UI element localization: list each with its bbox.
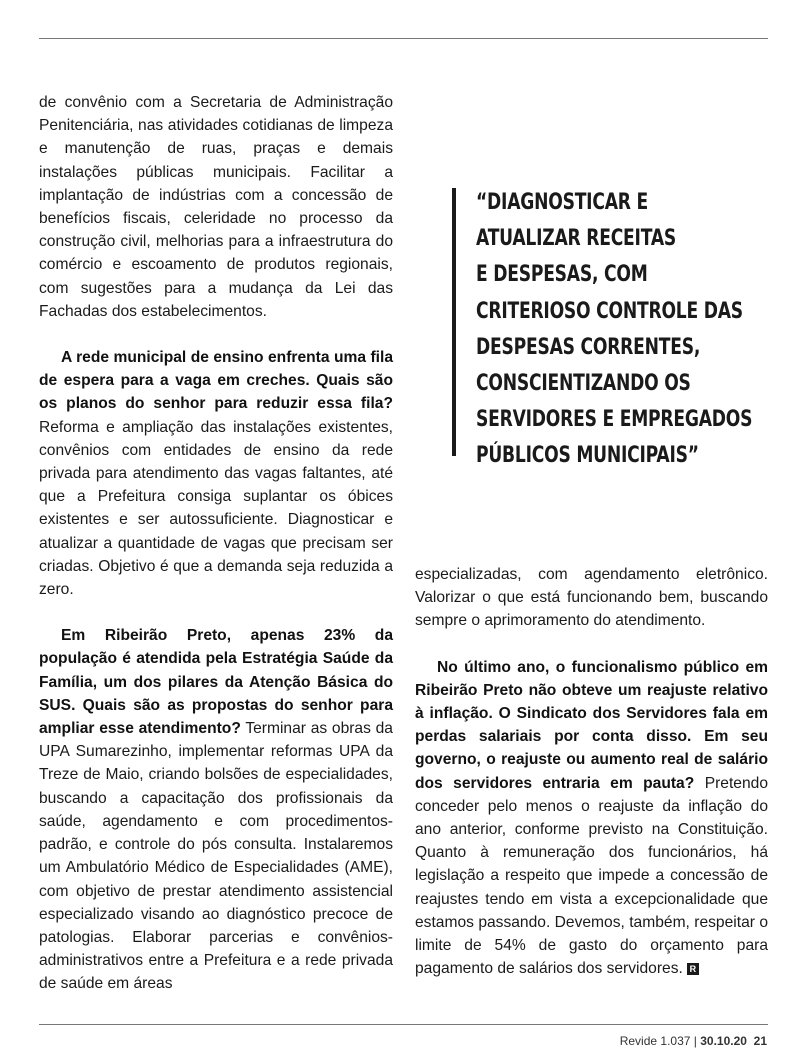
interview-question: A rede municipal de ensino enfrenta uma fila de espera para a vaga em creches. Quais são os planos do senhor para reduzir essa fila?: [39, 349, 393, 413]
pull-quote-line: ATUALIZAR RECEITAS: [476, 226, 677, 252]
interview-question-answer: [39, 624, 393, 995]
page-footer: [620, 1034, 767, 1048]
bottom-rule: [39, 1024, 768, 1025]
paragraph: [39, 91, 393, 323]
pull-quote: [476, 185, 753, 475]
issue-date: 30.10.20: [700, 1034, 747, 1048]
pull-quote-line: PÚBLICOS MUNICIPAIS”: [476, 443, 699, 469]
pull-quote-line: SERVIDORES E EMPREGADOS: [476, 407, 753, 433]
interview-question-answer: [415, 656, 768, 981]
page-number: 21: [753, 1034, 767, 1048]
right-column: [415, 563, 768, 980]
interview-answer: Reforma e ampliação das instalações existentes, convênios com entidades de ensino da rede privada para atendimento das vagas faltantes, até que a Prefeitura consiga suplantar os óbices existentes e ser autossuficiente. Diagnosticar e atualizar a quantidade de vagas que precisam ser criadas. Objetivo é que a demanda seja reduzida a zero.: [39, 418, 393, 599]
paragraph-text: especializadas, com agendamento eletrônico. Valorizar o que está funcionando bem, buscando sempre o aprimoramento do atendimento.: [415, 566, 768, 630]
pull-quote-line: E DESPESAS, COM: [476, 262, 648, 288]
pull-quote-line: CONSCIENTIZANDO OS: [476, 371, 691, 397]
pull-quote-bar: [452, 188, 456, 456]
magazine-issue: Revide 1.037: [619, 1034, 691, 1048]
pull-quote-line: “DIAGNOSTICAR E: [476, 190, 648, 215]
interview-answer: Pretendo conceder pelo menos o reajuste da inflação do ano anterior, conforme previsto na Constituição. Quanto à remuneração dos funcionários, há legislação a respeito que impede a concessão de reajustes tendo em vista a excepcionalidade que estamos passando. Devemos, também, respeitar o limite de 54% de gasto do orçamento para pagamento de salários dos servidores.: [415, 774, 768, 978]
interview-answer: Terminar as obras da UPA Sumarezinho, implementar reformas UPA da Treze de Maio, criando bolsões de especialidades, buscando a capacitação dos profissionais da saúde, agendamento e com procedimentos-padrão, e controle do pós consulta. Instalaremos um Ambulatório Médico de Especialidades (AME), com objetivo de prestar atendimento assistencial especializado visando ao diagnóstico precoce de patologias. Elaborar parcerias e convênios-administrativos entre a Prefeitura e a rede privada de saúde em áreas: [39, 720, 393, 993]
pull-quote-line: DESPESAS CORRENTES,: [476, 334, 701, 360]
footer-separator: |: [693, 1034, 697, 1048]
pull-quote-line: CRITERIOSO CONTROLE DAS: [476, 298, 743, 324]
paragraph: [415, 563, 768, 633]
interview-question: Em Ribeirão Preto, apenas 23% da população é atendida pela Estratégia Saúde da Família, um dos pilares da Atenção Básica do SUS. Quais são as propostas do senhor para ampliar esse atendimento?: [39, 627, 393, 738]
interview-question: No último ano, o funcionalismo público em Ribeirão Preto não obteve um reajuste relativo à inflação. O Sindicato dos Servidores fala em perdas salariais por conta disso. Em seu governo, o reajuste ou aumento real de salário dos servidores entraria em pauta?: [415, 658, 768, 792]
paragraph-text: de convênio com a Secretaria de Administração Penitenciária, nas atividades cotidianas de limpeza e manutenção de ruas, praças e demais instalações públicas municipais. Facilitar a implantação de indústrias com a concessão de benefícios fiscais, celeridade no processo da construção civil, melhorias para a infraestrutura do comércio e escoamento de produtos regionais, com sugestões para a mudança da Lei das Fachadas dos estabelecimentos.: [39, 94, 393, 320]
interview-question-answer: [39, 346, 393, 601]
left-column: [39, 91, 393, 996]
end-mark-icon: R: [687, 963, 699, 975]
top-rule: [39, 38, 768, 39]
